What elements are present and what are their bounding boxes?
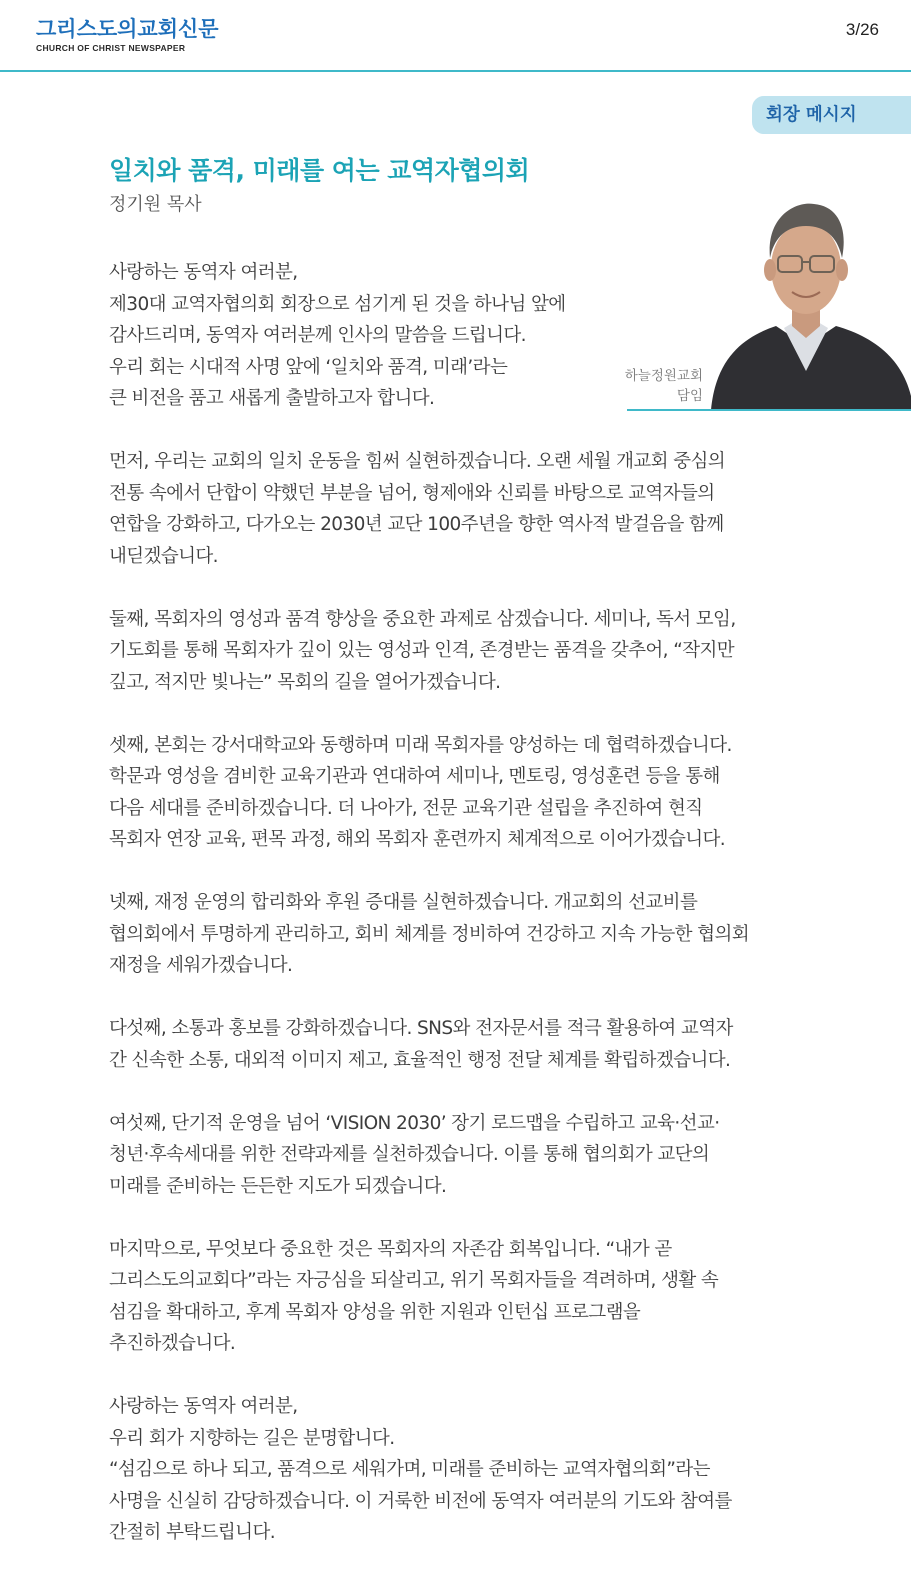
paragraph-line: 협의회에서 투명하게 관리하고, 회비 체계를 정비하여 건강하고 지속 가능한 협의회: [109, 923, 750, 945]
paragraph-line: 넷째, 재정 운영의 합리화와 후원 증대를 실현하겠습니다. 개교회의 선교비를: [109, 892, 698, 913]
paragraph-line: 큰 비전을 품고 새롭게 출발하고자 합니다.: [109, 388, 435, 409]
paragraph-line: 다섯째, 소통과 홍보를 강화하겠습니다. SNS와 전자문서를 적극 활용하여 교역자: [109, 1018, 733, 1039]
article-paragraph: [109, 1013, 829, 1076]
paragraph-line: 전통 속에서 단합이 약했던 부분을 넘어, 형제애와 신뢰를 바탕으로 교역자들의: [109, 482, 715, 504]
paragraph-line: 마지막으로, 무엇보다 중요한 것은 목회자의 자존감 회복입니다. “내가 곧: [109, 1238, 672, 1260]
article-body: [109, 257, 829, 1580]
paragraph-line: 우리 회가 지향하는 길은 분명합니다.: [109, 1427, 395, 1449]
newspaper-logo-english: CHURCH OF CHRIST NEWSPAPER: [36, 43, 186, 53]
paragraph-line: 미래를 준비하는 든든한 지도가 되겠습니다.: [109, 1175, 447, 1197]
paragraph-line: 사랑하는 동역자 여러분,: [109, 262, 298, 283]
paragraph-line: 청년·후속세대를 위한 전략과제를 실천하겠습니다. 이를 통해 협의회가 교단의: [109, 1144, 710, 1165]
page-number: 3/26: [845, 20, 879, 39]
paragraph-line: 사명을 신실히 감당하겠습니다. 이 거룩한 비전에 동역자 여러분의 기도와 참여를: [109, 1490, 732, 1512]
paragraph-line: 연합을 강화하고, 다가오는 2030년 교단 100주년을 향한 역사적 발걸음을 함께: [109, 514, 724, 535]
article-paragraph: [109, 1108, 829, 1203]
newspaper-logo-korean: 그리스도의교회신문: [36, 17, 219, 41]
paragraph-line: 간 신속한 소통, 대외적 이미지 제고, 효율적인 행정 전달 체계를 확립하겠습니다.: [109, 1049, 731, 1071]
article-paragraph: [109, 887, 829, 982]
caption-church: 하늘정원교회: [624, 368, 703, 384]
page-header: [0, 0, 911, 72]
paragraph-line: 섬김을 확대하고, 후계 목회자 양성을 위한 지원과 인턴십 프로그램을: [109, 1301, 641, 1323]
paragraph-line: 제30대 교역자협의회 회장으로 섬기게 된 것을 하나님 앞에: [109, 293, 566, 315]
article-paragraph: [109, 604, 829, 699]
paragraph-line: 둘째, 목회자의 영성과 품격 향상을 중요한 과제로 삼겠습니다. 세미나, 독서 모임,: [109, 608, 736, 630]
paragraph-line: 목회자 연장 교육, 편목 과정, 해외 목회자 훈련까지 체계적으로 이어가겠습니다.: [109, 829, 726, 850]
paragraph-line: 그리스도의교회다”라는 자긍심을 되살리고, 위기 목회자들을 격려하며, 생활 속: [109, 1270, 719, 1291]
section-tag: 회장 메시지: [752, 96, 911, 134]
paragraph-line: 셋째, 본회는 강서대학교와 동행하며 미래 목회자를 양성하는 데 협력하겠습니다.: [109, 734, 732, 756]
paragraph-line: “섬김으로 하나 되고, 품격으로 세워가며, 미래를 준비하는 교역자협의회”라는: [109, 1459, 710, 1480]
article-title: 일치와 품격, 미래를 여는 교역자협의회: [109, 156, 530, 185]
paragraph-line: 내딛겠습니다.: [109, 545, 218, 567]
article-paragraph: [109, 1391, 829, 1549]
caption-role: 담임: [676, 388, 703, 404]
article-paragraph: [109, 446, 829, 572]
paragraph-line: 재정을 세워가겠습니다.: [109, 955, 293, 976]
paragraph-line: 감사드리며, 동역자 여러분께 인사의 말씀을 드립니다.: [109, 325, 526, 346]
paragraph-line: 사랑하는 동역자 여러분,: [109, 1396, 298, 1417]
paragraph-line: 학문과 영성을 겸비한 교육기관과 연대하여 세미나, 멘토링, 영성훈련 등을 통해: [109, 766, 720, 787]
paragraph-line: 다음 세대를 준비하겠습니다. 더 나아가, 전문 교육기관 설립을 추진하여 현직: [109, 797, 703, 819]
paragraph-line: 우리 회는 시대적 사명 앞에 ‘일치와 품격, 미래’라는: [109, 356, 508, 378]
paragraph-line: 먼저, 우리는 교회의 일치 운동을 힘써 실현하겠습니다. 오랜 세월 개교회 중심의: [109, 451, 726, 472]
paragraph-line: 추진하겠습니다.: [109, 1333, 236, 1354]
paragraph-line: 여섯째, 단기적 운영을 넘어 ‘VISION 2030’ 장기 로드맵을 수립하고 교육·선교·: [109, 1112, 720, 1134]
article-author: 정기원 목사: [109, 194, 202, 215]
article-paragraph: [109, 730, 829, 856]
paragraph-line: 기도회를 통해 목회자가 깊이 있는 영성과 인격, 존경받는 품격을 갖추어, “작지만: [109, 640, 735, 661]
paragraph-line: 간절히 부탁드립니다.: [109, 1522, 276, 1543]
article-paragraph: [109, 257, 829, 415]
article-paragraph: [109, 1234, 829, 1360]
paragraph-line: 깊고, 적지만 빛나는” 목회의 길을 열어가겠습니다.: [109, 671, 501, 693]
